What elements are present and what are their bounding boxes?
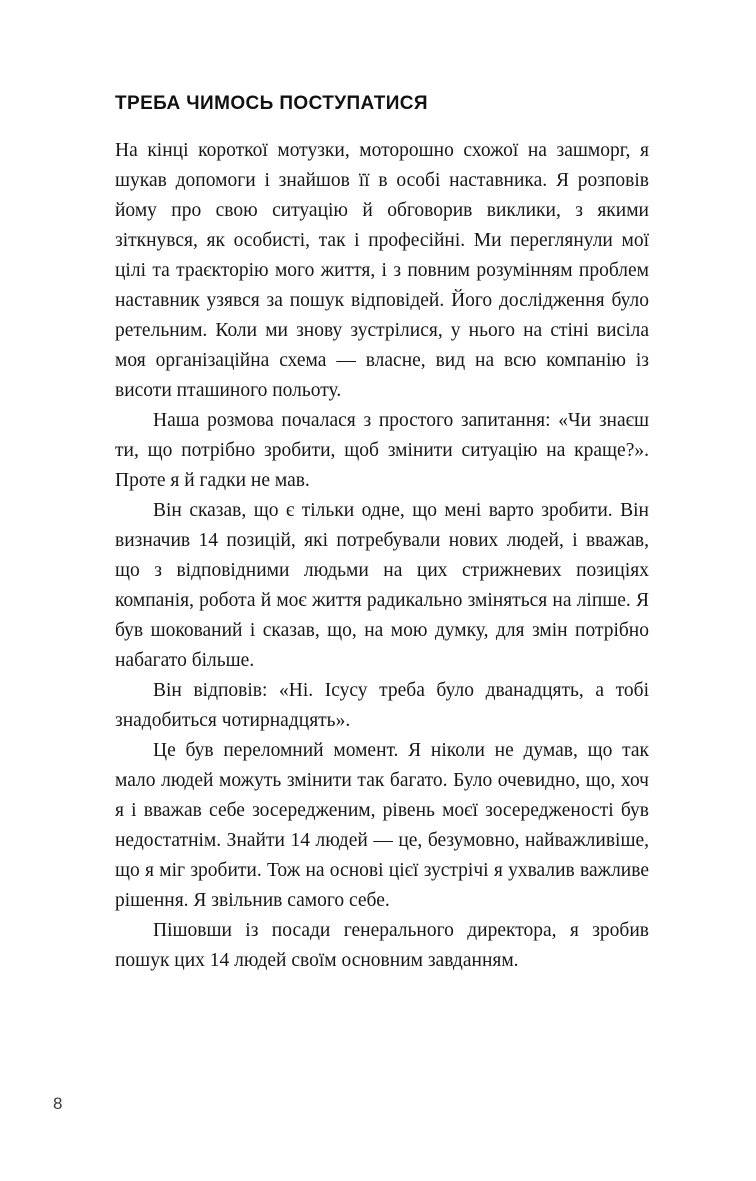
paragraph: Він відповів: «Ні. Ісусу треба було дванадцять, а тобі знадобиться чотирнадцять». (115, 680, 649, 731)
paragraph: Це був переломний момент. Я ніколи не думав, що так мало людей можуть змінити так багато. Було очевидно, що, хоч я і вважав себе зосередженим, рівень моєї зосередженості був недостатнім. Знайти 14 людей — це, безумовно, найважливіше, що я міг зробити. Тож на основі цієї зустрічі я ухвалив важливе рішення. Я звільнив самого себе. (115, 740, 649, 911)
text-column (115, 92, 649, 976)
paragraph: Він сказав, що є тільки одне, що мені варто зробити. Він визначив 14 позицій, які потребували нових людей, і вважав, що з відповідними людьми на цих стрижневих позиціях компанія, робота й моє життя радикально зміняться на ліпше. Я був шокований і сказав, що, на мою думку, для змін потрібно набагато більше. (115, 500, 649, 671)
paragraph: Пішовши із посади генерального директора, я зробив пошук цих 14 людей своїм основним завданням. (115, 920, 649, 971)
chapter-heading: ТРЕБА ЧИМОСЬ ПОСТУПАТИСЯ (115, 93, 428, 114)
page-number: 8 (53, 1094, 63, 1113)
paragraph: Наша розмова почалася з простого запитання: «Чи знаєш ти, що потрібно зробити, щоб змінити ситуацію на краще?». Проте я й гадки не мав. (115, 410, 649, 491)
paragraph: На кінці короткої мотузки, моторошно схожої на зашморг, я шукав допомоги і знайшов її в особі наставника. Я розповів йому про свою ситуацію й обговорив виклики, з якими зіткнувся, як особисті, так і професійні. Ми переглянули мої цілі та траєкторію мого життя, і з повним розумінням проблем наставник узявся за пошук відповідей. Його дослідження було ретельним. Коли ми знову зустрілися, у нього на стіні висіла моя організаційна схема — власне, вид на всю компанію із висоти пташиного польоту. (115, 140, 649, 401)
